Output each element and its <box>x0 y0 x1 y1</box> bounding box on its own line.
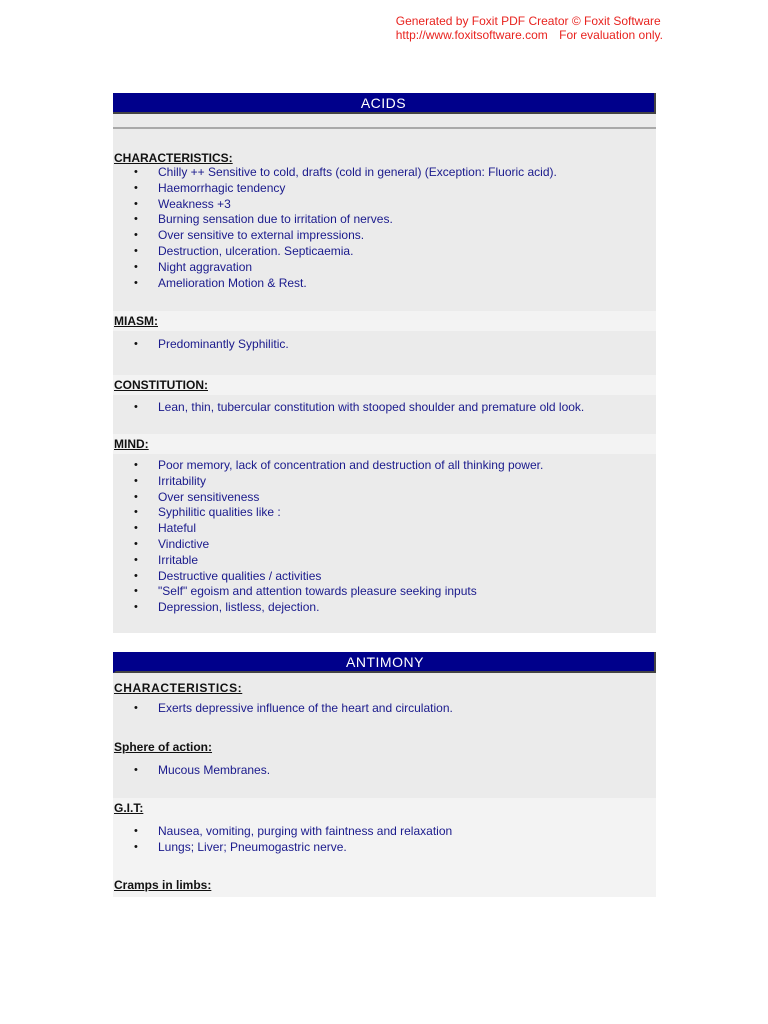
antimony-characteristic-item: • Exerts depressive influence of the heart and circulation. <box>113 701 656 717</box>
sphere-list <box>113 763 656 779</box>
characteristic-item: • Amelioration Motion & Rest. <box>113 276 656 292</box>
acids-mind <box>113 437 656 616</box>
mind-item: • Poor memory, lack of concentration and destruction of all thinking power. <box>113 458 656 474</box>
acids-divider <box>113 127 656 129</box>
watermark-note: For evaluation only. <box>559 28 663 42</box>
constitution-list <box>113 400 656 416</box>
mind-item: • Over sensitiveness <box>113 490 656 506</box>
acids-section <box>113 93 656 633</box>
watermark-line1: Generated by Foxit PDF Creator © Foxit Software <box>395 14 661 28</box>
miasm-item: • Predominantly Syphilitic. <box>113 337 656 353</box>
constitution-item: • Lean, thin, tubercular constitution with stooped shoulder and premature old look. <box>113 400 656 416</box>
watermark-url[interactable]: http://www.foxitsoftware.com <box>395 28 548 42</box>
characteristic-item: • Night aggravation <box>113 260 656 276</box>
antimony-characteristics-heading: CHARACTERISTICS: <box>114 681 243 695</box>
antimony-sphere <box>113 740 656 779</box>
mind-item: • Irritability <box>113 474 656 490</box>
mind-item: • Syphilitic qualities like : <box>113 505 656 521</box>
git-heading: G.I.T: <box>114 801 144 815</box>
antimony-section <box>113 652 656 897</box>
antimony-characteristics-list <box>113 701 656 717</box>
antimony-cramps <box>113 878 656 892</box>
git-list <box>113 824 656 856</box>
acids-constitution <box>113 378 656 416</box>
characteristic-item: • Weakness +3 <box>113 197 656 213</box>
git-item: • Lungs; Liver; Pneumogastric nerve. <box>113 840 656 856</box>
characteristic-item: • Over sensitive to external impressions. <box>113 228 656 244</box>
acids-header: ACIDS <box>113 93 656 114</box>
mind-list <box>113 458 656 616</box>
antimony-git <box>113 801 656 856</box>
mind-heading: MIND: <box>114 437 149 451</box>
mind-item: • Irritable <box>113 553 656 569</box>
characteristic-item: • Burning sensation due to irritation of nerves. <box>113 212 656 228</box>
git-item: • Nausea, vomiting, purging with faintness and relaxation <box>113 824 656 840</box>
mind-item: • Vindictive <box>113 537 656 553</box>
characteristics-heading: CHARACTERISTICS: <box>114 151 233 165</box>
antimony-characteristics <box>113 681 656 717</box>
characteristic-item: • Destruction, ulceration. Septicaemia. <box>113 244 656 260</box>
acids-characteristics <box>113 151 656 291</box>
miasm-heading: MIASM: <box>114 314 158 328</box>
constitution-heading: CONSTITUTION: <box>114 378 208 392</box>
sphere-item: • Mucous Membranes. <box>113 763 656 779</box>
antimony-header: ANTIMONY <box>113 652 656 673</box>
sphere-heading: Sphere of action: <box>114 740 213 754</box>
mind-item: • Hateful <box>113 521 656 537</box>
miasm-list <box>113 337 656 353</box>
mind-item: • "Self" egoism and attention towards pleasure seeking inputs <box>113 584 656 600</box>
characteristic-item: • Haemorrhagic tendency <box>113 181 656 197</box>
cramps-heading: Cramps in limbs: <box>114 878 212 892</box>
mind-item: • Depression, listless, dejection. <box>113 600 656 616</box>
characteristics-list <box>113 165 656 291</box>
mind-item: • Destructive qualities / activities <box>113 569 656 585</box>
pdf-creator-watermark <box>396 14 663 42</box>
characteristic-item: • Chilly ++ Sensitive to cold, drafts (cold in general) (Exception: Fluoric acid). <box>113 165 656 181</box>
acids-miasm <box>113 314 656 353</box>
